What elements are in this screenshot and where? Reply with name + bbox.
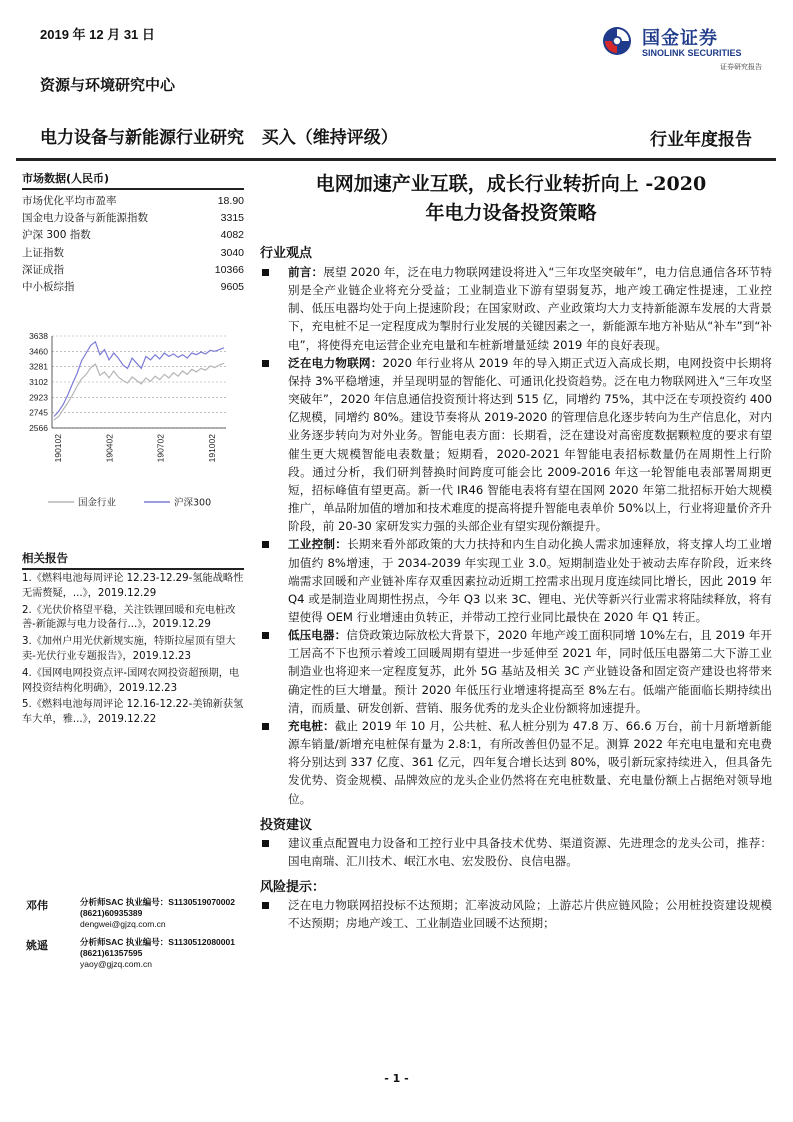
logo-english-name: SINOLINK SECURITIES — [642, 48, 742, 58]
bullet-square-icon — [262, 541, 269, 548]
paragraph-iot — [260, 354, 772, 536]
series-line-industry — [54, 363, 224, 420]
x-tick-label: 190102 — [53, 434, 63, 463]
market-data-title: 市场数据(人民币) — [22, 170, 244, 190]
para-text: 2020 年行业将从 2019 年的导入期正式迈入高成长期，电网投资中长期将保持 3%平稳增速，并呈现明显的智能化、可通讯化投资趋势。泛在电力物联网进入“三年攻坚突破年”，2020 年信息通信投资预计将达到 515 亿，同增约 75%，其中泛在专项投资约 400 亿规模，同增约 80%。建设节奏将从 2019-2020 的管理信息化逐步转向为生产信息化，对内业务逐步转向为对外业务。智能电表方面：长期看，泛在建设对高密度数据颗粒度的要求有望催生更大规模智能电表数量；短期看，2020-2021 年智能电表招标数量仍在周期性上行阶段。通过分析，我们研判替换时间跨度可能会比 2009-2016 年这一轮智能电表部署周期更短，招标峰值有望更高。新一代 IR46 智能电表将有望在国网 2020 年第二批招标开始大规模推广，单品附加值的增加和技术难度的提高将提升智能电表单价 50%以上，行业将迎量价齐升阶段，前 20-30 家研发实力强的头部企业有望实现份额提升。 — [288, 355, 772, 534]
market-label: 沪深 300 指数 — [22, 229, 91, 242]
market-label: 上证指数 — [22, 246, 64, 259]
y-tick-label: 2566 — [29, 423, 48, 433]
paragraph-industrial-control — [260, 535, 772, 626]
title-line-2: 年电力设备投资策略 — [425, 202, 597, 224]
market-value: 4082 — [220, 229, 244, 242]
chart-y-ticks — [29, 331, 48, 433]
bullet-square-icon — [262, 902, 269, 909]
related-report-item[interactable]: 2.《光伏价格望平稳，关注铁锂回暖和充电桩改善-新能源与电力设备行...》，2019.12.29 — [22, 604, 236, 631]
chart-x-ticks — [53, 434, 217, 463]
x-tick-label: 190702 — [155, 434, 166, 463]
analyst-sac: 分析师SAC 执业编号：S1130519070002 — [80, 897, 235, 907]
report-type: 行业年度报告 — [650, 130, 752, 150]
sector-name: 电力设备与新能源行业研究 — [40, 128, 244, 148]
paragraph-preface — [260, 263, 772, 354]
para-head: 充电桩： — [288, 718, 335, 733]
x-tick-label: 191002 — [207, 434, 217, 463]
related-report-item[interactable]: 1.《燃料电池每周评论 12.23-12.29-氢能战略性无需赘疑，...》，2019.12.29 — [22, 573, 244, 599]
para-head: 工业控制： — [288, 537, 348, 552]
analyst-info — [80, 897, 235, 930]
bullet-square-icon — [262, 632, 269, 639]
market-row — [22, 193, 244, 210]
title-line-1: 电网加速产业互联，成长行业转折向上 -2020 — [315, 173, 707, 195]
x-tick-label: 190402 — [104, 434, 115, 463]
market-label: 中小板综指 — [22, 281, 75, 294]
logo-subtitle: 证券研究报告 — [720, 63, 762, 71]
para-text: 展望 2020 年，泛在电力物联网建设将进入“三年攻坚突破年”，电力信息通信各环节特别是全产业链企业将充分受益；工业制造业下游有望弱复苏，地产竣工确定性提速，工业控制、低压电器均处于向上提速阶段；在国家财政、产业政策均大力支持新能源车发展的大背景下，充电桩不足一定程度成为掣肘行业发展的关键因素之一，新能源车地方补贴从“补车”到“补电”，将使得充电运营企业充电量和车桩新增量延续 2019 年的良好表现。 — [288, 265, 772, 352]
chart-series — [54, 342, 224, 420]
index-line-chart — [18, 326, 248, 526]
paragraph-low-voltage — [260, 626, 772, 717]
market-label: 市场优化平均市盈率 — [22, 195, 117, 207]
market-label: 国金电力设备与新能源指数 — [22, 212, 148, 225]
para-head: 前言： — [288, 265, 324, 279]
analyst-info — [80, 937, 235, 970]
market-value: 3040 — [220, 246, 244, 259]
chart-legend — [48, 497, 211, 509]
analyst-sac: 分析师SAC 执业编号：S1130512080001 — [80, 937, 235, 947]
analyst-email[interactable]: yaoy@gjzq.com.cn — [80, 959, 152, 969]
analyst-phone: (8621)61357595 — [80, 948, 143, 958]
related-report-item[interactable]: 4.《国网电网投资点评-国网农网投资超预期，电网投资结构化明确》，2019.12.23 — [22, 667, 240, 694]
y-tick-label: 3638 — [29, 331, 48, 341]
paragraph-investment — [260, 834, 772, 870]
legend-label: 国金行业 — [78, 497, 117, 509]
market-row — [22, 262, 244, 279]
analyst-block — [22, 937, 252, 977]
analyst-phone: (8621)60935389 — [80, 908, 143, 918]
company-logo — [602, 22, 762, 76]
market-label: 深证成指 — [22, 263, 64, 276]
analyst-name: 姚遥 — [26, 939, 48, 952]
sector-rating — [40, 123, 398, 148]
header-divider — [16, 158, 776, 161]
market-value: 3315 — [220, 212, 244, 225]
para-head: 泛在电力物联网： — [288, 355, 383, 370]
rating: 买入（维持评级） — [261, 128, 398, 148]
risk-heading: 风险提示： — [260, 880, 326, 895]
analyst-email[interactable]: dengwei@gjzq.com.cn — [80, 919, 166, 929]
bullet-square-icon — [262, 360, 269, 367]
document-title — [260, 170, 762, 228]
y-tick-label: 2923 — [29, 392, 48, 403]
y-tick-label: 3460 — [29, 346, 48, 357]
paragraph-risk — [260, 896, 772, 932]
para-text: 泛在电力物联网招投标不达预期；汇率波动风险；上游芯片供应链风险；公用桩投资建设规模不达预期；房地产竣工、工业制造业回暖不达预期； — [288, 898, 772, 931]
logo-chinese-name: 国金证券 — [642, 28, 718, 49]
y-tick-label: 3102 — [29, 377, 48, 387]
paragraph-charging-pile — [260, 717, 772, 808]
related-report-item[interactable]: 5.《燃料电池每周评论 12.16-12.22-美锦新获氢车大单，雅...》，2019.12.22 — [22, 699, 244, 726]
related-report-item[interactable]: 3.《加州户用光伏新规实施，特斯拉屋顶有望大卖-光伏行业专题报告》，2019.12.23 — [22, 636, 236, 662]
para-text: 建议重点配置电力设备和工控行业中具备技术优势、渠道资源、先进理念的龙头公司，推荐：国电南瑞、汇川技术、岷江水电、宏发股份、良信电器。 — [288, 835, 772, 868]
main-content — [260, 170, 772, 932]
y-tick-label: 2745 — [29, 407, 48, 418]
page-number: - 1 - — [384, 1072, 409, 1085]
related-reports — [22, 550, 244, 728]
para-text: 长期来看外部政策的大力扶持和内生自动化换人需求加速释放，将支撑人均工业增加值约 8%增速，于 2034-2039 年实现工业 3.0。短期制造业处于被动去库存阶段，近来终端需求回暖和产业链补库存双重因素拉动近期工控需求出现月度连续同比增长，因此 2019 年 Q4 或是制造业周期性拐点，今年 Q3 以来 3C、锂电、光伏等新兴行业需求将陆续释放，将有望使得 OEM 行业增速由负转正，并带动工控行业同比最快在 2020 年 Q1 转正。 — [288, 537, 772, 624]
market-data-list — [22, 193, 244, 296]
legend-label: 沪深300 — [174, 497, 212, 509]
series-line-csi300 — [54, 342, 224, 417]
market-value: 9605 — [220, 281, 244, 294]
analyst-block — [22, 897, 252, 937]
para-text: 信贷政策边际放松大背景下，2020 年地产竣工面积同增 10%左右，且 2019 年开工居高不下也预示着竣工回暖周期有望进一步延伸至 2021 年，同时低压电器第二大下游工业制造业也将迎来一定程度复苏，此外 5G 基站及相关 3C 产业链设备和固定资产建设也将带来确定性的巨大增量。预计 2020 年低压行业增速将提高至 8%左右。低端产能面临长期持续出清，而质量、研发创新、营销、服务优秀的龙头企业份额将加速提升。 — [288, 628, 772, 715]
market-row — [22, 210, 244, 227]
para-head: 低压电器： — [288, 628, 347, 643]
market-value: 18.90 — [217, 195, 244, 207]
market-data-panel — [22, 170, 244, 296]
logo-mark-icon — [602, 26, 632, 56]
y-tick-label: 3281 — [29, 361, 48, 372]
research-center: 资源与环境研究中心 — [40, 76, 176, 94]
analyst-name: 邓伟 — [26, 899, 48, 912]
report-date: 2019 年 12 月 31 日 — [40, 27, 155, 42]
bullet-square-icon — [262, 269, 269, 276]
investment-heading: 投资建议 — [260, 817, 313, 833]
para-text: 截止 2019 年 10 月，公共桩、私人桩分别为 47.8 万、66.6 万台，前十月新增新能源车销量/新增充电桩保有量为 2.8:1，有所改善但仍显不足。测算 2022 年充电电量和充电费将分别达到 337 亿度、361 亿元，四年复合增长达到 80%，吸引新玩家持续进入，但具备先发优势、资金规模、品牌效应的龙头企业仍然将在充电桩数量、充电量份额上占据绝对领导地位。 — [288, 718, 772, 806]
market-value: 10366 — [214, 263, 244, 276]
bullet-square-icon — [262, 723, 269, 730]
viewpoint-heading: 行业观点 — [260, 246, 313, 261]
market-row — [22, 245, 244, 262]
market-row — [22, 227, 244, 244]
market-row — [22, 279, 244, 296]
related-title: 相关报告 — [22, 550, 244, 570]
bullet-square-icon — [262, 840, 269, 847]
